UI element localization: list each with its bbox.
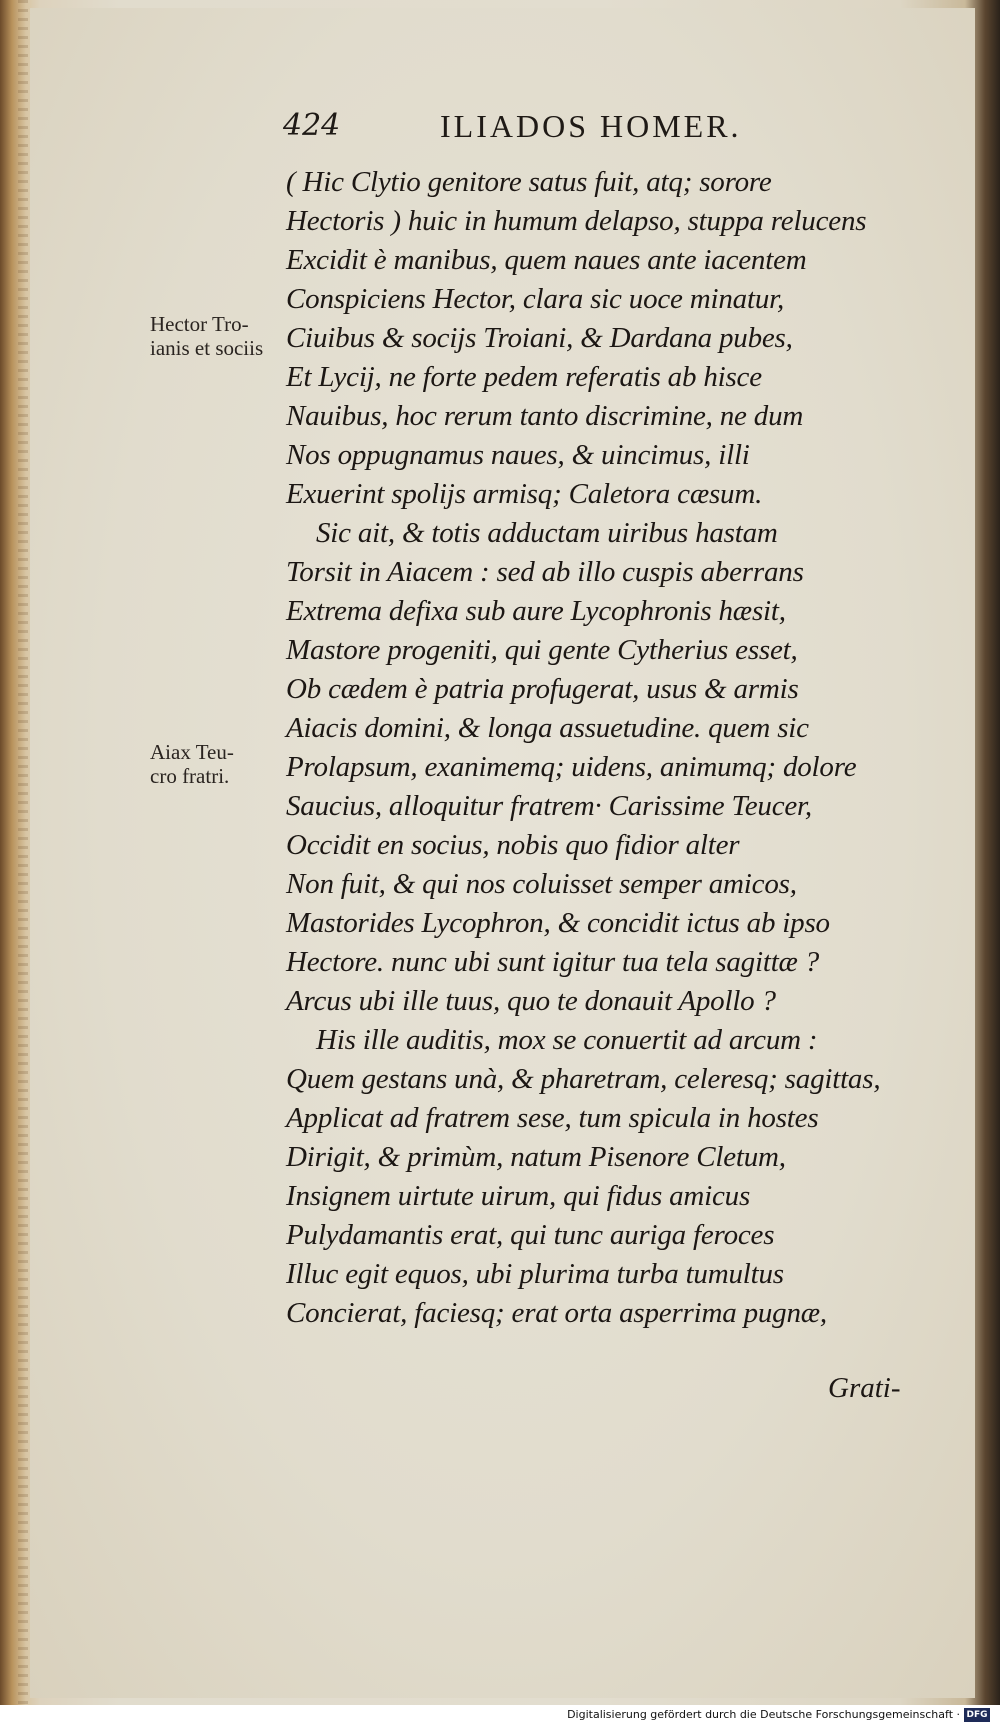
marginal-note-aiax — [150, 740, 280, 788]
verse-line: Mastorides Lycophron, & concidit ictus ab ipso — [286, 907, 830, 939]
verse-line: Ob cædem è patria profugerat, usus & armis — [286, 673, 799, 705]
footer-credit: Digitalisierung gefördert durch die Deutsche Forschungsgemeinschaft · — [567, 1708, 960, 1721]
verse-line: Quem gestans unà, & pharetram, celeresq; sagittas, — [286, 1063, 881, 1095]
verse-line: Exuerint spolijs armisq; Caletora cæsum. — [286, 478, 763, 510]
verse-column — [286, 163, 926, 1333]
verse-line: Conspiciens Hector, clara sic uoce minatur, — [286, 283, 785, 315]
running-title: ILIADOS HOMER. — [440, 108, 742, 144]
verse-line: His ille auditis, mox se conuertit ad arcum : — [316, 1024, 818, 1056]
catchword: Grati- — [828, 1372, 901, 1404]
verse-line: Aiacis domini, & longa assuetudine. quem sic — [286, 712, 809, 744]
verse-line: Saucius, alloquitur fratrem· Carissime Teucer, — [286, 790, 812, 822]
page-stack-edge — [18, 0, 28, 1705]
marginal-line: cro fratri. — [150, 764, 230, 788]
marginal-line: Aiax Teu- — [150, 740, 234, 764]
verse-line: Extrema defixa sub aure Lycophronis hæsit, — [286, 595, 786, 627]
verse-line: Nauibus, hoc rerum tanto discrimine, ne dum — [286, 400, 804, 432]
verse-line: Mastore progeniti, qui gente Cytherius esset, — [286, 634, 798, 666]
verse-line: Applicat ad fratrem sese, tum spicula in hostes — [286, 1102, 819, 1134]
verse-line: Concierat, faciesq; erat orta asperrima pugnæ, — [286, 1297, 827, 1329]
marginal-line: Hector Tro- — [150, 312, 249, 336]
verse-line: Hectoris ) huic in humum delapso, stuppa relucens — [286, 205, 867, 237]
verse-line: Prolapsum, exanimemq; uidens, animumq; dolore — [286, 751, 857, 783]
page-number: 424 — [283, 108, 341, 143]
verse-line: Insignem uirtute uirum, qui fidus amicus — [286, 1180, 751, 1212]
verse-line: Torsit in Aiacem : sed ab illo cuspis aberrans — [286, 556, 804, 588]
page-header — [283, 108, 823, 152]
verse-line: Et Lycij, ne forte pedem referatis ab hisce — [286, 361, 762, 393]
verse-line: Arcus ubi ille tuus, quo te donauit Apollo ? — [286, 985, 776, 1017]
verse-line: Excidit è manibus, quem naues ante iacentem — [286, 244, 807, 276]
digitization-footer — [0, 1705, 1000, 1727]
verse-line: Non fuit, & qui nos coluisset semper amicos, — [286, 868, 797, 900]
verse-line: Occidit en socius, nobis quo fidior alter — [286, 829, 740, 861]
verse-line: Ciuibus & socijs Troiani, & Dardana pubes, — [286, 322, 793, 354]
verse-line: Dirigit, & primùm, natum Pisenore Cletum, — [286, 1141, 786, 1173]
verse-line: Illuc egit equos, ubi plurima turba tumultus — [286, 1258, 784, 1290]
dfg-logo: DFG — [964, 1708, 990, 1722]
verse-line: Sic ait, & totis adductam uiribus hastam — [316, 517, 778, 549]
marginal-line: ianis et sociis — [150, 336, 264, 360]
verse-line: Pulydamantis erat, qui tunc auriga feroces — [286, 1219, 775, 1251]
verse-line: Hectore. nunc ubi sunt igitur tua tela sagittæ ? — [286, 946, 820, 978]
verse-line: ( Hic Clytio genitore satus fuit, atq; sorore — [286, 166, 772, 198]
verse-line: Nos oppugnamus naues, & uincimus, illi — [286, 439, 750, 471]
marginal-note-hector — [150, 312, 280, 360]
